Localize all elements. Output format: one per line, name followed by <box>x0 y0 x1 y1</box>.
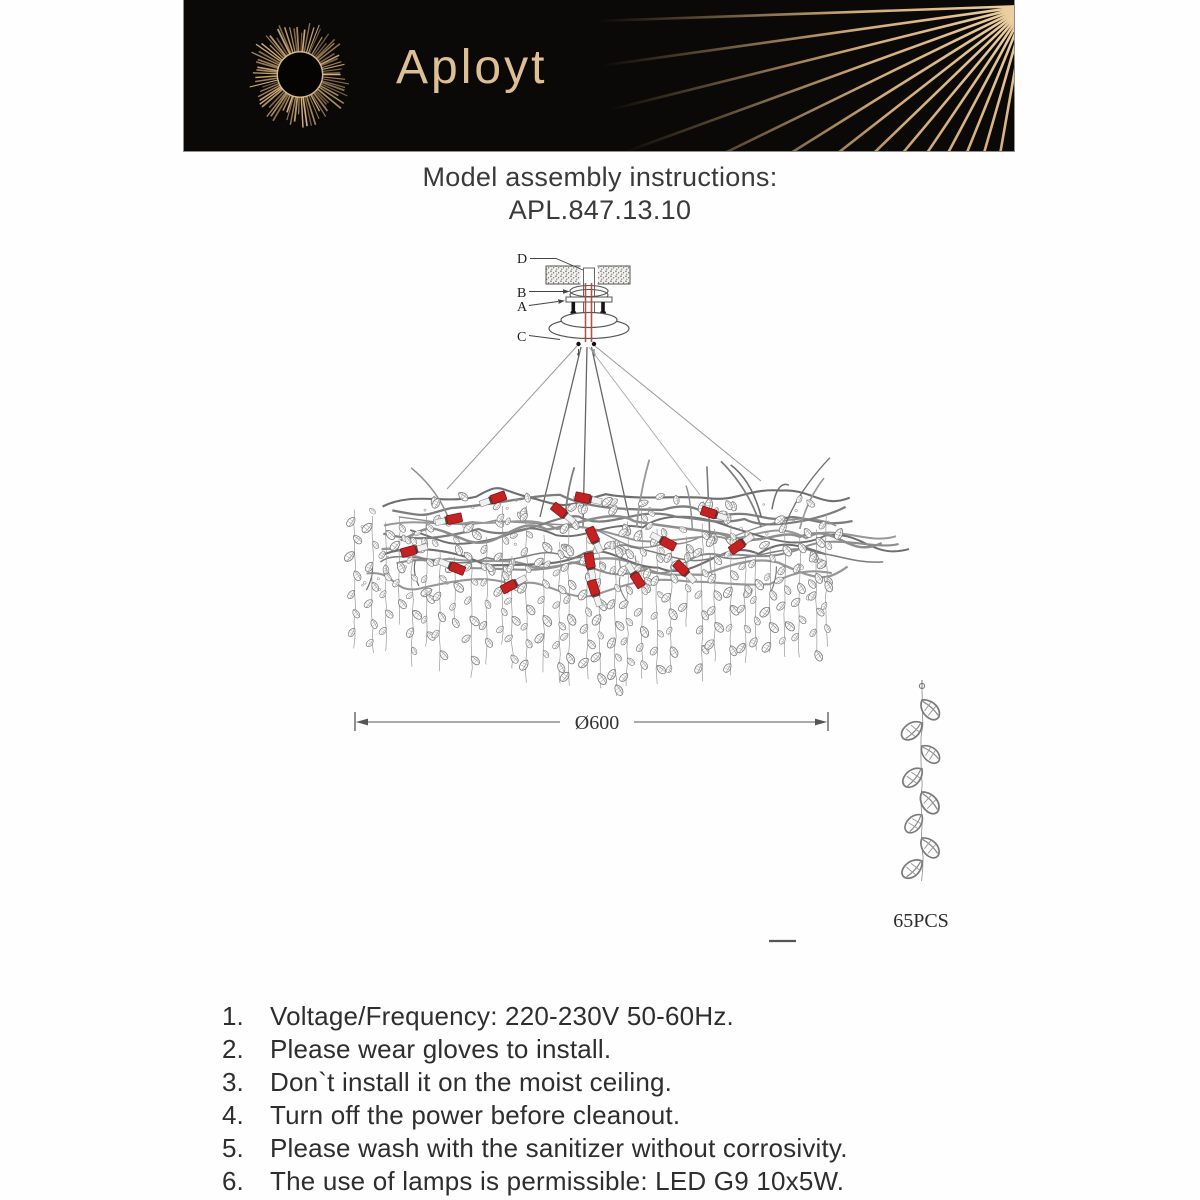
leader-arrow-b <box>563 289 570 294</box>
item-number: 2. <box>222 1034 244 1064</box>
label-a: A <box>517 300 528 315</box>
item-number: 4. <box>222 1100 244 1130</box>
list-item <box>222 1165 848 1198</box>
page-title: Model assembly instructions: <box>422 162 778 192</box>
label-d: D <box>517 252 528 267</box>
list-item <box>222 1033 848 1066</box>
item-number: 6. <box>222 1166 244 1196</box>
canopy <box>549 313 629 339</box>
title-block <box>0 161 1200 227</box>
list-item <box>222 1000 848 1033</box>
instructions-list <box>222 1000 848 1198</box>
item-number: 5. <box>222 1133 244 1163</box>
list-item <box>222 1066 848 1099</box>
label-b: B <box>517 286 527 301</box>
starburst-logo-icon <box>250 23 349 127</box>
leader-arrow-a <box>558 299 565 304</box>
item-text: Don`t install it on the moist ceiling. <box>270 1067 673 1097</box>
model-number: APL.847.13.10 <box>508 195 692 225</box>
list-item <box>222 1099 848 1132</box>
item-text: The use of lamps is permissible: LED G9 10x5W. <box>270 1166 845 1196</box>
item-number: 3. <box>222 1067 244 1097</box>
label-c: C <box>517 330 527 345</box>
brand-logo-text: Aployt <box>396 41 548 94</box>
assembly-diagram <box>0 240 1200 970</box>
brand-banner <box>183 0 1015 152</box>
item-text: Turn off the power before cleanout. <box>270 1100 681 1130</box>
banner-art <box>184 0 1014 151</box>
list-item <box>222 1132 848 1165</box>
crystal-strand-detail <box>898 680 943 882</box>
item-text: Voltage/Frequency: 220-230V 50-60Hz. <box>270 1001 734 1031</box>
dimension-label: Ø600 <box>574 712 620 734</box>
item-text: Please wash with the sanitizer without corrosivity. <box>270 1133 848 1163</box>
item-text: Please wear gloves to install. <box>270 1034 612 1064</box>
corner-rays-icon <box>599 6 1014 151</box>
strand-count-label: 65PCS <box>893 910 949 932</box>
item-number: 1. <box>222 1001 244 1031</box>
